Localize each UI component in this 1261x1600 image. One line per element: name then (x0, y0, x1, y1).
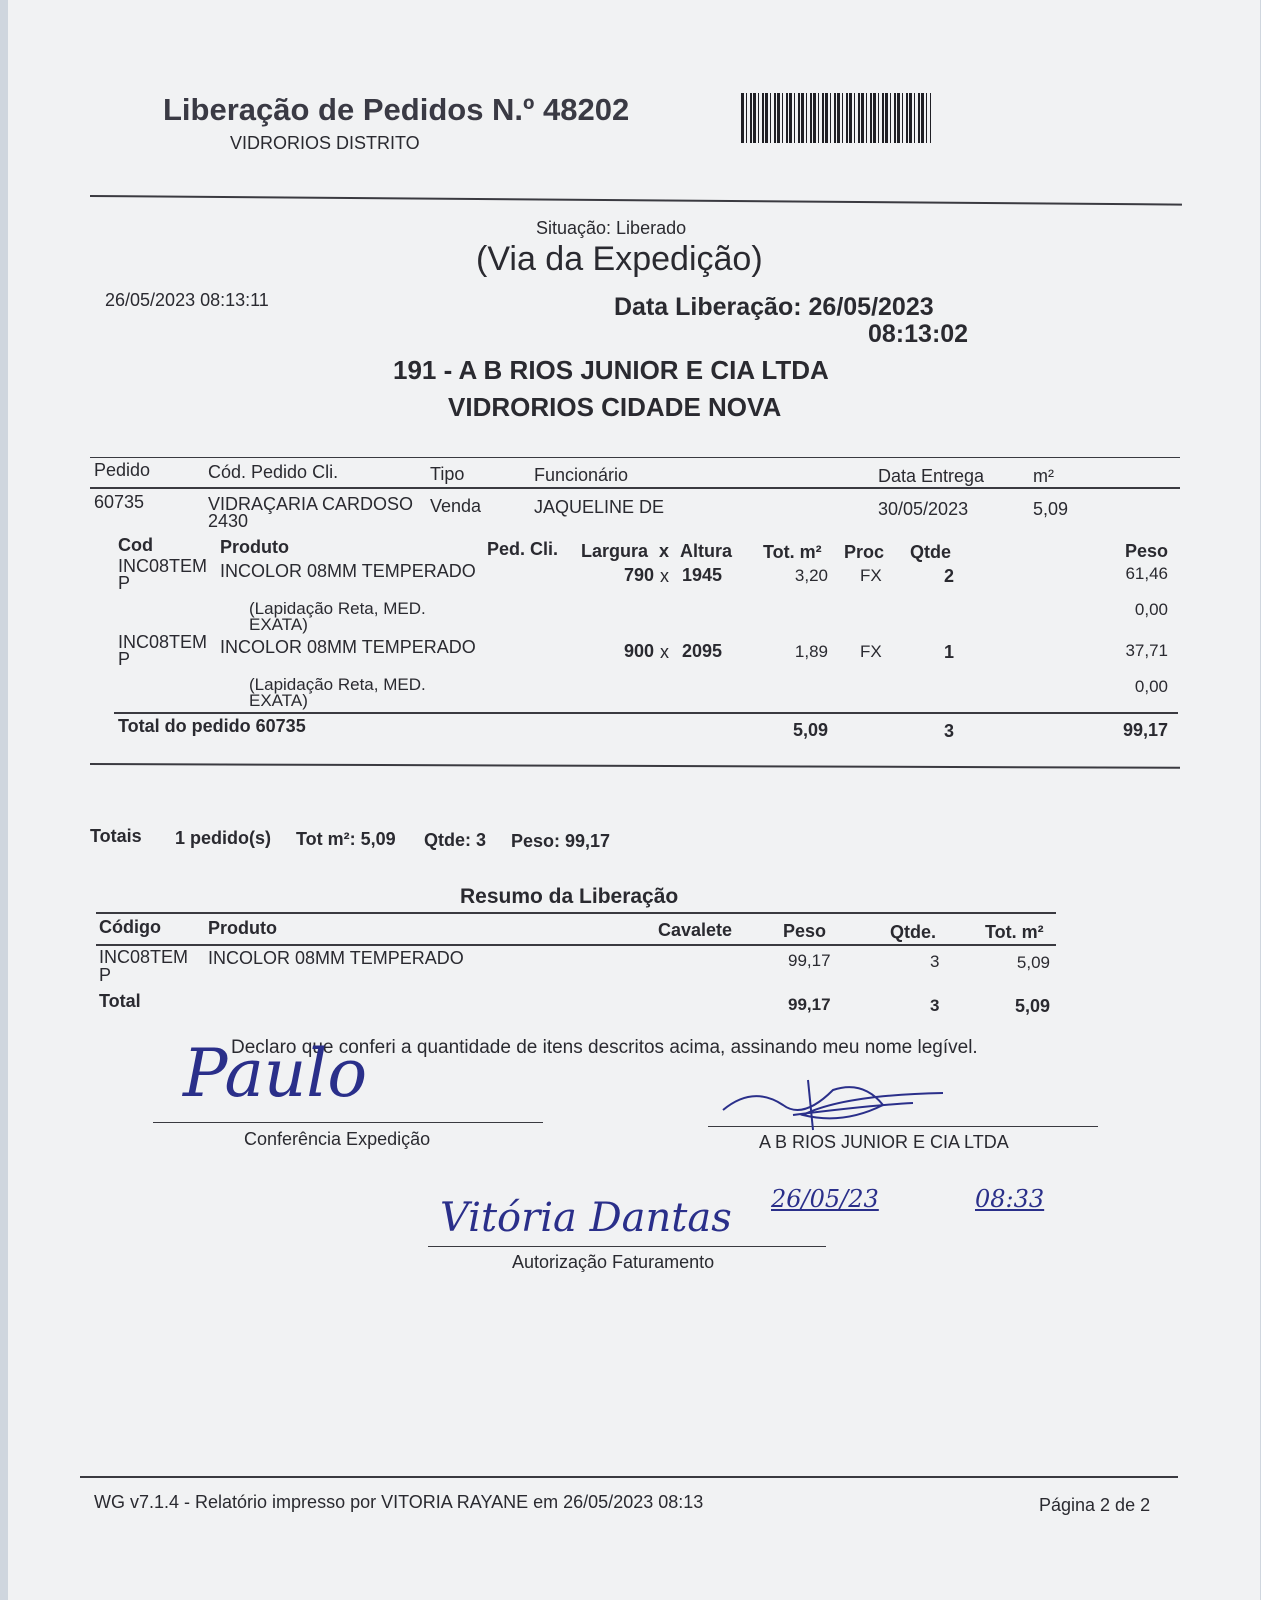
page-number: Página 2 de 2 (1039, 1495, 1151, 1515)
summary-qtde: 3 (930, 952, 940, 971)
summary-total-qtde: 3 (930, 996, 940, 1015)
item-process-line1: (Lapidação Reta, MED. (249, 599, 426, 618)
order-total-qtde: 3 (944, 721, 955, 741)
item-altura: 2095 (682, 641, 723, 661)
item-qtde: 2 (944, 566, 955, 586)
col-funcionario: Funcionário (534, 465, 629, 485)
order-total-peso: 99,17 (1122, 720, 1168, 740)
item-process-line2: EXATA) (249, 615, 308, 634)
item-process-line2: EXATA) (249, 691, 308, 710)
funcionario-value: JAQUELINE DE (534, 497, 665, 517)
summary-peso: 99,17 (788, 951, 831, 970)
summary-col-produto: Produto (208, 918, 277, 938)
col-tipo: Tipo (430, 464, 465, 484)
item-produto: INCOLOR 08MM TEMPERADO (220, 561, 476, 581)
summary-col-tot-m2: Tot. m² (985, 922, 1044, 942)
summary-total-label: Total (99, 991, 141, 1011)
col-produto: Produto (220, 537, 289, 557)
barcode (741, 93, 931, 143)
client-signature-scribble (713, 1075, 953, 1135)
item-process-line1: (Lapidação Reta, MED. (249, 675, 426, 694)
col-tot-m2: Tot. m² (763, 542, 822, 562)
cod-cli-line2: 2430 (208, 511, 249, 531)
document-title: Liberação de Pedidos N.º 48202 (163, 92, 630, 127)
totals-label: Totais (90, 826, 142, 846)
total-line (114, 712, 1178, 714)
col-ped-cli: Ped. Cli. (487, 539, 559, 559)
item-cod-line2: P (118, 573, 131, 593)
col-altura: Altura (680, 541, 733, 561)
summary-col-qtde: Qtde. (890, 922, 937, 942)
copy-label: (Via da Expedição) (476, 240, 763, 278)
totals-peso: Peso: 99,17 (511, 831, 611, 851)
col-pedido: Pedido (94, 460, 151, 480)
summary-top-line (96, 912, 1056, 914)
summary-col-cavalete: Cavalete (658, 920, 733, 940)
conferencia-label: Conferência Expedição (244, 1129, 431, 1149)
item-x: x (660, 566, 669, 586)
col-peso: Peso (1124, 541, 1168, 561)
handwritten-signature: Vitória Dantas (440, 1195, 732, 1241)
item-tot-m2: 1,89 (794, 642, 828, 661)
data-entrega-value: 30/05/2023 (878, 499, 969, 519)
tipo-value: Venda (430, 496, 482, 516)
item-x: x (660, 642, 669, 662)
item-largura: 790 (623, 565, 654, 585)
footer-line (80, 1476, 1178, 1478)
handwritten-time: 08:33 (975, 1185, 1045, 1213)
handwritten-signature: Paulo (183, 1035, 368, 1112)
print-datetime: 26/05/2023 08:13:11 (105, 290, 269, 310)
pedido-number: 60735 (94, 492, 145, 512)
company-name: VIDRORIOS DISTRITO (230, 133, 420, 153)
summary-codigo-line1: INC08TEM (99, 947, 189, 967)
section-divider (90, 763, 1180, 769)
item-process-peso: 0,00 (1134, 600, 1168, 619)
table-top-line (90, 457, 1180, 458)
summary-codigo-line2: P (99, 965, 112, 985)
header-line (90, 487, 1180, 489)
client-name: 191 - A B RIOS JUNIOR E CIA LTDA (393, 355, 829, 385)
client-signature-label: A B RIOS JUNIOR E CIA LTDA (759, 1132, 1009, 1152)
release-time: 08:13:02 (868, 320, 969, 348)
item-cod-line1: INC08TEM (118, 632, 208, 652)
col-qtde: Qtde (910, 542, 952, 562)
item-largura: 900 (623, 641, 654, 661)
client-store: VIDRORIOS CIDADE NOVA (448, 392, 782, 422)
document-page (8, 0, 1260, 1600)
summary-col-peso: Peso (783, 921, 827, 941)
summary-header-line (96, 944, 1056, 946)
m2-value: 5,09 (1033, 499, 1069, 519)
col-largura: Largura (581, 541, 649, 561)
autorizacao-label: Autorização Faturamento (512, 1252, 715, 1272)
item-cod-line2: P (118, 649, 131, 669)
summary-total-peso: 99,17 (788, 995, 831, 1014)
col-cod-cli: Cód. Pedido Cli. (208, 462, 339, 482)
footer-text: WG v7.1.4 - Relatório impresso por VITORIA RAYANE em 26/05/2023 08:13 (94, 1492, 704, 1512)
summary-title: Resumo da Liberação (460, 885, 679, 908)
item-proc: FX (860, 566, 882, 585)
item-peso: 37,71 (1125, 641, 1168, 660)
summary-tot-m2: 5,09 (1016, 953, 1050, 972)
col-cod: Cod (118, 535, 153, 555)
item-tot-m2: 3,20 (794, 566, 828, 585)
item-peso: 61,46 (1125, 564, 1168, 583)
totals-qtde: Qtde: 3 (424, 830, 487, 850)
col-x: x (659, 541, 670, 561)
summary-produto: INCOLOR 08MM TEMPERADO (208, 948, 464, 968)
item-qtde: 1 (944, 642, 955, 662)
order-total-m2: 5,09 (792, 720, 828, 740)
declaration-text: Declaro que conferi a quantidade de itens descritos acima, assinando meu nome legível. (231, 1037, 978, 1058)
col-proc: Proc (844, 542, 885, 562)
col-data-entrega: Data Entrega (878, 466, 985, 486)
signature-line (428, 1246, 826, 1247)
col-m2: m² (1033, 466, 1054, 486)
order-total-label: Total do pedido 60735 (118, 716, 306, 736)
item-produto: INCOLOR 08MM TEMPERADO (220, 637, 476, 657)
situation: Situação: Liberado (536, 218, 687, 238)
item-altura: 1945 (682, 565, 723, 585)
item-process-peso: 0,00 (1134, 677, 1168, 696)
summary-total-m2: 5,09 (1014, 996, 1050, 1016)
cod-cli-line1: VIDRAÇARIA CARDOSO (208, 494, 414, 514)
totals-pedidos: 1 pedido(s) (175, 828, 272, 848)
handwritten-date: 26/05/23 (771, 1185, 879, 1213)
item-proc: FX (860, 642, 882, 661)
item-cod-line1: INC08TEM (118, 556, 208, 576)
release-date: Data Liberação: 26/05/2023 (614, 293, 934, 321)
signature-line (153, 1122, 543, 1123)
totals-m2: Tot m²: 5,09 (296, 829, 396, 849)
divider (90, 195, 1182, 206)
summary-col-codigo: Código (99, 917, 161, 937)
